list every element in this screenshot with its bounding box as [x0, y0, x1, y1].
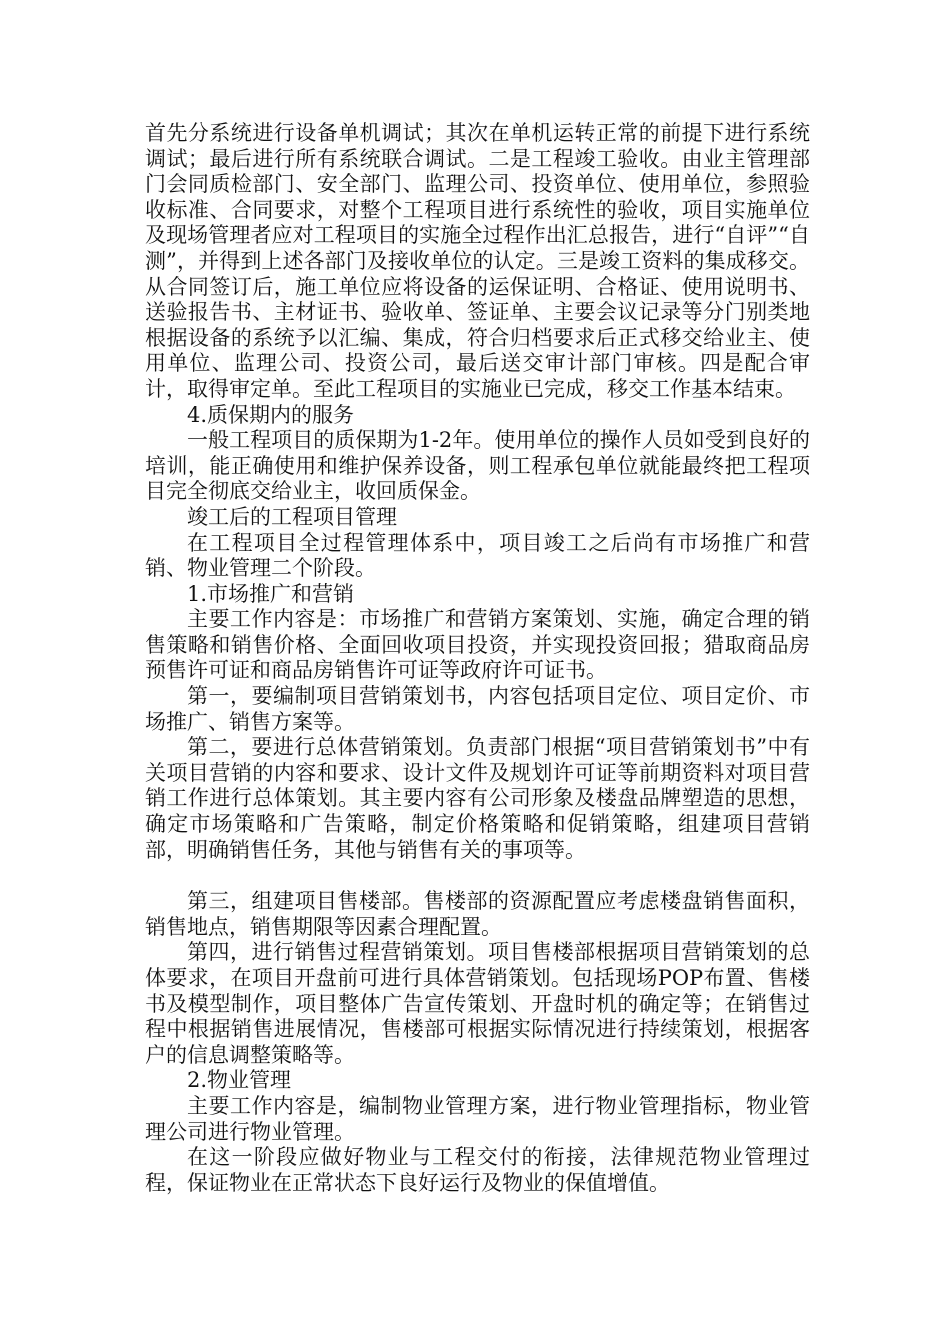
paragraph-marketing-step-1: 第一，要编制项目营销策划书，内容包括项目定位、项目定价、市场推广、销售方案等。	[145, 684, 810, 734]
section-heading-property-management: 2.物业管理	[187, 1068, 292, 1093]
paragraph-warranty-period: 一般工程项目的质保期为1-2年。使用单位的操作人员如受到良好的培训，能正确使用和维护保养设备，则工程承包单位就能最终把工程项目完全彻底交给业主，收回质保金。	[145, 428, 810, 504]
paragraph-property-main-work: 主要工作内容是，编制物业管理方案，进行物业管理指标，物业管理公司进行物业管理。	[145, 1093, 810, 1144]
paragraph-acceptance-continued: 首先分系统进行设备单机调试；其次在单机运转正常的前提下进行系统调试；最后进行所有系统联合调试。二是工程竣工验收。由业主管理部门会同质检部门、安全部门、监理公司、投资单位、使用单位，参照验收标准、合同要求，对整个工程项目进行系统性的验收，项目实施单位及现场管理者应对工程项目的实施全过程作出汇总报告，进行“自评”“自测”，并得到上述各部门及接收单位的认定。三是竣工资料的集成移交。从合同签订后，施工单位应将设备的运保证明、合格证、使用说明书、送验报告书、主材证书、验收单、签证单、主要会议记录等分门别类地根据设备的系统予以汇编、集成，符合归档要求后正式移交给业主、使用单位、监理公司、投资公司，最后送交审计部门审核。四是配合审计，取得审定单。至此工程项目的实施业已完成，移交工作基本结束。	[145, 121, 810, 401]
paragraph-post-completion-intro: 在工程项目全过程管理体系中，项目竣工之后尚有市场推广和营销、物业管理二个阶段。	[145, 530, 810, 581]
paragraph-marketing-step-3: 第三，组建项目售楼部。售楼部的资源配置应考虑楼盘销售面积，销售地点，销售期限等因素合理配置。	[145, 889, 810, 939]
paragraph-marketing-main-work: 主要工作内容是：市场推广和营销方案策划、实施，确定合理的销售策略和销售价格、全面回收项目投资，并实现投资回报；猎取商品房预售许可证和商品房销售许可证等政府许可证书。	[145, 607, 810, 683]
section-heading-post-completion: 竣工后的工程项目管理	[187, 504, 397, 529]
paragraph-marketing-step-4: 第四，进行销售过程营销策划。项目售楼部根据项目营销策划的总体要求，在项目开盘前可进行具体营销策划。包括现场POP布置、售楼书及模型制作，项目整体广告宣传策划、开盘时机的确定等；在销售过程中根据销售进展情况，售楼部可根据实际情况进行持续策划，根据客户的信息调整策略等。	[145, 940, 810, 1067]
paragraph-marketing-step-2: 第二，要进行总体营销策划。负责部门根据“项目营销策划书”中有关项目营销的内容和要求、设计文件及规划许可证等前期资料对项目营销工作进行总体策划。其主要内容有公司形象及楼盘品牌塑造的思想，确定市场策略和广告策略，制定价格策略和促销策略，组建项目营销部，明确销售任务，其他与销售有关的事项等。	[145, 735, 810, 862]
paragraph-property-handover: 在这一阶段应做好物业与工程交付的衔接，法律规范物业管理过程，保证物业在正常状态下良好运行及物业的保值增值。	[145, 1145, 810, 1195]
section-heading-warranty-service: 4.质保期内的服务	[187, 402, 355, 427]
document-body	[145, 121, 810, 1196]
section-heading-marketing: 1.市场推广和营销	[187, 581, 355, 606]
